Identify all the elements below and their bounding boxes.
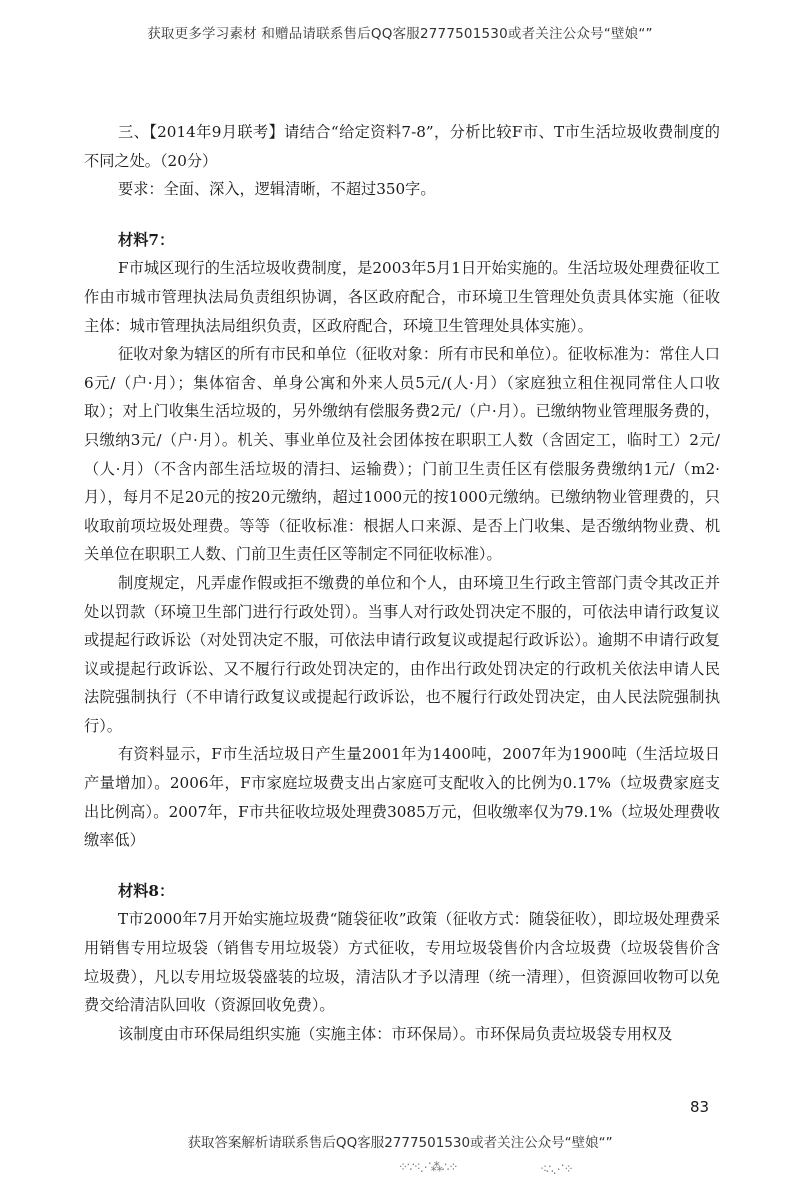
page-footer-watermark: 获取答案解析请联系售后QQ客服2777501530或者关注公众号“壁娘“”	[187, 1135, 613, 1151]
material8-title: 材料8：	[118, 881, 175, 900]
scan-noise: ⁘∵⁖⋰⁂∴⁘	[398, 1160, 458, 1174]
material7-paragraph: 有资料显示，F市生活垃圾日产生量2001年为1400吨，2007年为1900吨（生活垃圾日产量增加）。2006年，F市家庭垃圾费支出占家庭可支配收入的比例为0.17%（垃圾费家庭支出比例高）。2007年，F市共征收垃圾处理费3085万元，但收缴率仅为79.1%（垃圾处理费收缴率低）	[84, 745, 720, 850]
page-number: 83	[690, 1098, 710, 1116]
page-header-watermark: 获取更多学习素材 和赠品请联系售后QQ客服2777501530或者关注公众号“壁娘“”	[147, 26, 653, 42]
question-requirement: 要求：全面、深入，逻辑清晰，不超过350字。	[118, 180, 436, 199]
material8-paragraph: 该制度由市环保局组织实施（实施主体：市环保局）。市环保局负责垃圾袋专用权及	[118, 1024, 673, 1043]
material8-paragraph: T市2000年7月开始实施垃圾费“随袋征收”政策（征收方式：随袋征收），即垃圾处理费采用销售专用垃圾袋（销售专用垃圾袋）方式征收，专用垃圾袋售价内含垃圾费（垃圾袋售价含垃圾费），凡以专用垃圾袋盛装的垃圾，清洁队才予以清理（统一清理），但资源回收物可以免费交给清洁队回收（资源回收免费）。	[84, 910, 720, 1015]
document-body	[84, 118, 720, 1048]
question-prompt: 三、【2014年9月联考】请结合“给定资料7-8”，分析比较F市、T市生活垃圾收费制度的不同之处。（20分）	[84, 123, 720, 170]
material7-title: 材料7：	[118, 230, 175, 249]
material7-paragraph: 制度规定，凡弄虚作假或拒不缴费的单位和个人，由环境卫生行政主管部门责令其改正并处以罚款（环境卫生部门进行行政处罚）。当事人对行政处罚决定不服的，可依法申请行政复议或提起行政诉讼（对处罚决定不服，可依法申请行政复议或提起行政诉讼）。逾期不申请行政复议或提起行政诉讼、又不履行行政处罚决定的，由作出行政处罚决定的行政机关依法申请人民法院强制执行（不申请行政复议或提起行政诉讼，也不履行行政处罚决定，由人民法院强制执行）。	[84, 573, 720, 735]
scan-noise: ⁖∴⋰⁘	[540, 1162, 573, 1176]
material7-paragraph: F市城区现行的生活垃圾收费制度，是2003年5月1日开始实施的。生活垃圾处理费征收工作由市城市管理执法局负责组织协调，各区政府配合，市环境卫生管理处负责具体实施（征收主体：城市管理执法局组织负责，区政府配合，环境卫生管理处具体实施）。	[84, 259, 720, 335]
material7-paragraph: 征收对象为辖区的所有市民和单位（征收对象：所有市民和单位）。征收标准为：常住人口6元/（户·月）；集体宿舍、单身公寓和外来人员5元/(人·月）（家庭独立租住视同常住人口收取）；对上门收集生活垃圾的，另外缴纳有偿服务费2元/（户·月）。已缴纳物业管理服务费的，只缴纳3元/（户·月）。机关、事业单位及社会团体按在职职工人数（含固定工，临时工）2元/（人·月）（不含内部生活垃圾的清扫、运输费）；门前卫生责任区有偿服务费缴纳1元/（m2·月），每月不足20元的按20元缴纳，超过1000元的按1000元缴纳。已缴纳物业管理费的，只收取前项垃圾处理费。等等（征收标准：根据人口来源、是否上门收集、是否缴纳物业费、机关单位在职职工人数、门前卫生责任区等制定不同征收标准）。	[84, 345, 720, 564]
